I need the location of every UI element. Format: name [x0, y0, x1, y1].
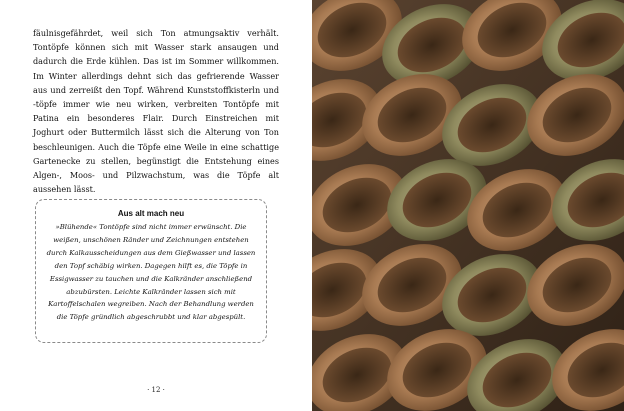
pots-illustration: [312, 0, 624, 411]
body-text-block: [33, 26, 279, 196]
tip-box-text: »Blühende« Tontöpfe sind nicht immer erwünscht. Die weißen, unschönen Ränder und Zeichnungen entstehen durch Kalkausscheidungen aus dem Gießwasser und lassen den Topf schäbig wirken. Dagegen hilft es, die Töpfe in Essigwasser zu tauchen und die Kalkränder anschließend abzubürsten. Leichte Kalkränder lassen sich mit Kartoffelschalen wegreiben. Nach der Behandlung werden die Töpfe gründlich abgeschrubbt und klar abgespült.: [46, 223, 256, 322]
page-number: · 12 ·: [147, 386, 165, 394]
tip-box-title: Aus alt mach neu: [117, 209, 185, 218]
tip-box: [35, 199, 267, 343]
body-paragraph: fäulnisgefährdet, weil sich Ton atmungsaktiv verhält. Tontöpfe können sich mit Wasser stark ansaugen und dadurch die Erde kühlen. Das ist im Sommer willkommen. Im Winter allerdings dehnt sich das gefrierende Wasser aus und zerreißt den Topf. Während Kunststoffkisterln und -töpfe immer wie neu wirken, verbreiten Tontöpfe mit Patina ein besonderes Flair. Durch Einstreichen mit Joghurt oder Buttermilch lässt sich die Alterung von Ton beschleunigen. Auch die Töpfe eine Weile in eine schattige Gartenecke zu stellen, begünstigt die Entstehung eines Algen-, Moos- und Pilzwachstum, was die Töpfe alt aussehen lässt.: [33, 28, 279, 195]
terracotta-pots-photo: [312, 0, 624, 411]
